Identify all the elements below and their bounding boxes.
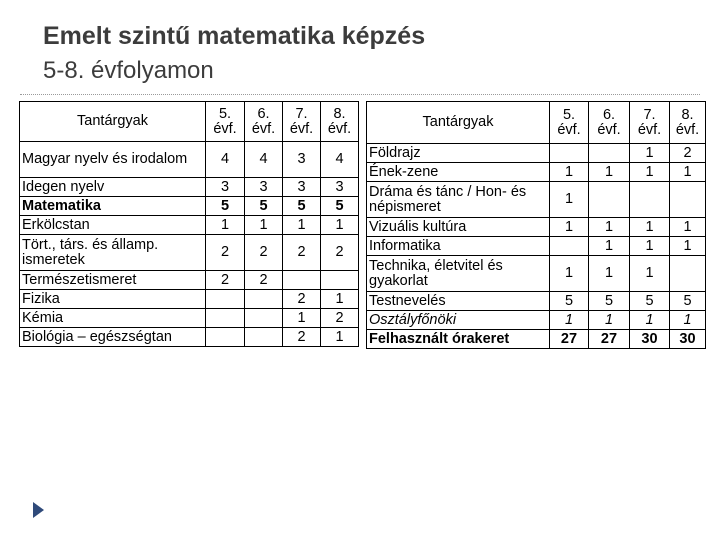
grade-number: 6. (257, 105, 270, 122)
hours-grade-8: 1 (321, 328, 359, 347)
hours-grade-8: 2 (321, 309, 359, 328)
hours-grade-8: 1 (670, 163, 706, 182)
table-row (20, 309, 359, 328)
hours-grade-5: 2 (206, 271, 245, 290)
hours-grade-7: 1 (283, 309, 321, 328)
hours-grade-8 (670, 182, 706, 218)
subject-column-header: Tantárgyak (20, 102, 206, 142)
hours-grade-7: 5 (630, 292, 670, 311)
hours-grade-6: 5 (589, 292, 630, 311)
hours-grade-8: 2 (670, 144, 706, 163)
table-row (367, 163, 706, 182)
grade-5-header (550, 102, 589, 144)
play-arrow-icon[interactable] (33, 502, 44, 518)
hours-grade-8: 1 (670, 218, 706, 237)
subject-name: Erkölcstan (20, 216, 206, 235)
hours-grade-5 (206, 309, 245, 328)
grade-6-header (589, 102, 630, 144)
left-subject-table (19, 101, 359, 347)
grade-number: 8. (333, 105, 346, 122)
grade-unit: évf. (251, 120, 276, 137)
hours-grade-6 (245, 328, 283, 347)
hours-grade-5: 1 (206, 216, 245, 235)
table-row-highlighted (20, 197, 359, 216)
subject-name: Matematika (20, 197, 206, 216)
hours-grade-6 (589, 182, 630, 218)
grade-number: 5. (562, 106, 576, 123)
grade-unit: évf. (675, 121, 700, 138)
grade-7-header (283, 102, 321, 142)
table-header-row (20, 102, 359, 142)
grade-unit: évf. (327, 120, 352, 137)
subject-name: Osztályfőnöki (367, 311, 550, 330)
subject-name: Magyar nyelv és irodalom (20, 142, 206, 178)
hours-grade-8: 1 (321, 216, 359, 235)
hours-grade-5 (550, 144, 589, 163)
hours-grade-7 (283, 271, 321, 290)
grade-number: 5. (218, 105, 232, 122)
hours-grade-8: 1 (670, 237, 706, 256)
hours-grade-6: 4 (245, 142, 283, 178)
table-row (20, 328, 359, 347)
table-row (367, 256, 706, 292)
table-row (20, 178, 359, 197)
hours-grade-8: 30 (670, 330, 706, 349)
grade-unit: évf. (557, 121, 581, 138)
grade-8-header (670, 102, 706, 144)
hours-grade-5: 1 (550, 163, 589, 182)
subject-name: Vizuális kultúra (367, 218, 550, 237)
hours-grade-5: 2 (206, 235, 245, 271)
slide-subtitle: 5-8. évfolyamon (43, 57, 214, 84)
subject-column-header: Tantárgyak (367, 102, 550, 144)
grade-unit: évf. (637, 121, 662, 138)
hours-grade-6: 2 (245, 235, 283, 271)
table-row (20, 271, 359, 290)
hours-grade-5: 27 (550, 330, 589, 349)
hours-grade-8: 1 (670, 311, 706, 330)
grade-number: 8. (681, 106, 694, 123)
grade-number: 7. (295, 105, 308, 122)
hours-grade-7: 1 (283, 216, 321, 235)
subject-name: Idegen nyelv (20, 178, 206, 197)
hours-grade-7: 1 (630, 256, 670, 292)
grade-8-header (321, 102, 359, 142)
table-row (20, 142, 359, 178)
hours-grade-6 (245, 290, 283, 309)
hours-grade-8 (670, 256, 706, 292)
table-row (367, 144, 706, 163)
hours-grade-6: 1 (589, 237, 630, 256)
hours-grade-7: 1 (630, 237, 670, 256)
hours-grade-6: 2 (245, 271, 283, 290)
hours-grade-7: 1 (630, 218, 670, 237)
hours-grade-6: 5 (245, 197, 283, 216)
hours-grade-8: 1 (321, 290, 359, 309)
hours-grade-6: 1 (589, 163, 630, 182)
grade-6-header (245, 102, 283, 142)
hours-grade-7: 2 (283, 235, 321, 271)
subject-name: Felhasznált órakeret (367, 330, 550, 349)
subject-name: Tört., társ. és államp. ismeretek (20, 235, 206, 271)
hours-grade-8: 2 (321, 235, 359, 271)
subject-name: Természetismeret (20, 271, 206, 290)
table-row (20, 235, 359, 271)
subject-name: Informatika (367, 237, 550, 256)
table-row (367, 182, 706, 218)
table-row (367, 237, 706, 256)
hours-grade-7: 2 (283, 328, 321, 347)
hours-grade-5: 1 (550, 256, 589, 292)
hours-grade-7 (630, 182, 670, 218)
hours-grade-5: 5 (550, 292, 589, 311)
hours-grade-6: 1 (589, 218, 630, 237)
total-row (367, 330, 706, 349)
hours-grade-8: 3 (321, 178, 359, 197)
hours-grade-8: 4 (321, 142, 359, 178)
hours-grade-8 (321, 271, 359, 290)
right-subject-table (366, 101, 706, 349)
hours-grade-6 (589, 144, 630, 163)
hours-grade-7: 1 (630, 144, 670, 163)
subject-name: Kémia (20, 309, 206, 328)
hours-grade-5: 5 (206, 197, 245, 216)
hours-grade-7: 3 (283, 178, 321, 197)
hours-grade-5 (206, 290, 245, 309)
hours-grade-6: 1 (245, 216, 283, 235)
title-divider (20, 94, 700, 95)
grade-number: 7. (643, 106, 656, 123)
hours-grade-7: 1 (630, 311, 670, 330)
hours-grade-7: 2 (283, 290, 321, 309)
table-header-row (367, 102, 706, 144)
grade-7-header (630, 102, 670, 144)
hours-grade-6 (245, 309, 283, 328)
grade-unit: évf. (289, 120, 314, 137)
hours-grade-5: 1 (550, 311, 589, 330)
grade-5-header (206, 102, 245, 142)
subject-name: Földrajz (367, 144, 550, 163)
subject-name: Dráma és tánc / Hon- és népismeret (367, 182, 550, 218)
hours-grade-8: 5 (321, 197, 359, 216)
grade-unit: évf. (213, 120, 237, 137)
hours-grade-5 (206, 328, 245, 347)
hours-grade-7: 5 (283, 197, 321, 216)
table-row (367, 218, 706, 237)
table-row (367, 292, 706, 311)
hours-grade-7: 3 (283, 142, 321, 178)
table-row (367, 311, 706, 330)
subject-name: Ének-zene (367, 163, 550, 182)
hours-grade-7: 30 (630, 330, 670, 349)
table-row (20, 290, 359, 309)
hours-grade-6: 27 (589, 330, 630, 349)
grade-number: 6. (602, 106, 616, 123)
hours-grade-6: 1 (589, 256, 630, 292)
hours-grade-8: 5 (670, 292, 706, 311)
subject-name: Biológia – egészségtan (20, 328, 206, 347)
hours-grade-5 (550, 237, 589, 256)
hours-grade-6: 1 (589, 311, 630, 330)
grade-unit: évf. (597, 121, 621, 138)
hours-grade-7: 1 (630, 163, 670, 182)
hours-grade-5: 4 (206, 142, 245, 178)
hours-grade-5: 3 (206, 178, 245, 197)
table-row (20, 216, 359, 235)
subject-name: Technika, életvitel és gyakorlat (367, 256, 550, 292)
hours-grade-5: 1 (550, 182, 589, 218)
slide-title: Emelt szintű matematika képzés (43, 22, 426, 50)
subject-name: Fizika (20, 290, 206, 309)
hours-grade-6: 3 (245, 178, 283, 197)
hours-grade-5: 1 (550, 218, 589, 237)
subject-name: Testnevelés (367, 292, 550, 311)
